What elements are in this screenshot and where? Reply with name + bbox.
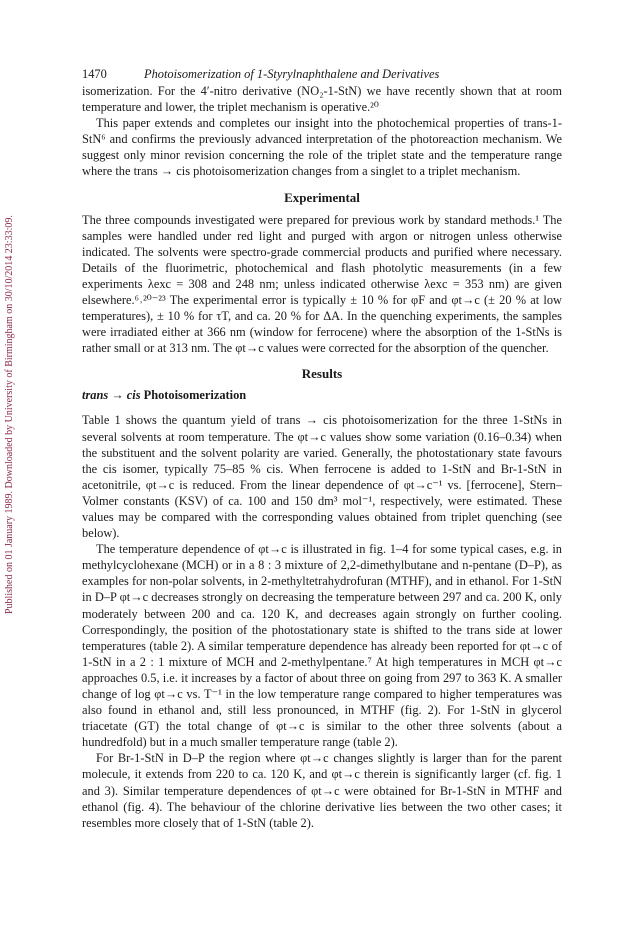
- download-notice-sidebar: Published on 01 January 1989. Downloaded by University of Birmingham on 30/10/2014 23:33:09.: [4, 215, 15, 615]
- running-title: Photoisomerization of 1-Styrylnaphthalene and Derivatives: [144, 67, 440, 81]
- page-number: 1470: [82, 67, 107, 81]
- subheading-rest: Photoisomerization: [143, 388, 247, 403]
- results-heading: Results: [301, 366, 343, 382]
- intro-paragraph-2: This paper extends and completes our insight into the photochemical properties of trans-1-StN⁶ and confirms the previously advanced interpretation of the photoreaction mechanism. We suggest only minor revision concerning the role of the triplet state and the temperature range where the trans → cis photoisomerization changes from a singlet to a triplet mechanism.: [82, 116, 562, 179]
- article-body: [82, 83, 562, 831]
- subheading-italic-part: trans → cis: [82, 388, 141, 403]
- results-paragraph-2: The temperature dependence of φt→c is illustrated in fig. 1–4 for some typical cases, e.g. in methylcyclohexane (MCH) or in a 8 : 3 mixture of 2,2-dimethylbutane and n-pentane (D–P), as examples for non-polar solvents, in 2-methyltetrahydrofuran (MTHF), and in ethanol. For 1-StN in D–P φt→c decreases strongly on decreasing the temperature between 297 and ca. 200 K, only moderately between 200 and ca. 120 K, and decreases again strongly on further cooling. Correspondingly, the position of the photostationary state is shifted to the trans side at lower temperatures (table 2). A similar temperature dependence has already been reported for φt→c of 1-StN in a 2 : 1 mixture of MCH and 2-methylpentane.⁷ At high temperatures in MCH φt→c approaches 0.5, i.e. it increases by a factor of about three on going from 297 to 363 K. A smaller change of log φt→c vs. T⁻¹ in the low temperature range compared to higher temperatures was also found in ethanol and, still less pronounced, in MTHF (fig. 2). For 1-StN in glycerol triacetate (GT) the total change of φt→c is similar to the other three solvents (about a hundredfold) but in a much smaller temperature range (table 2).: [82, 542, 562, 750]
- results-subheading: [82, 388, 562, 403]
- experimental-heading: Experimental: [284, 189, 360, 205]
- experimental-paragraph: The three compounds investigated were prepared for previous work by standard methods.¹ The samples were handled under red light and purged with argon or nitrogen unless otherwise indicated. The solvents were spectro-grade commercial products and purified where necessary. Details of the fluorimetric, photochemical and flash photolytic measurements (in a few experiments λexc = 308 and 248 nm; unless indicated otherwise λexc = 353 nm) are given elsewhere.⁶˒²⁰⁻²³ The experimental error is typically ± 10 % for φF and φt→c (± 20 % at low temperatures), ± 10 % for τT, and ca. 20 % for ΔA. In the quenching experiments, the samples were irradiated either at 366 nm (window for ferrocene) where the absorption of the 1-StNs is rather small or at 313 nm. The φt→c values were corrected for the absorption of the quencher.: [82, 212, 562, 356]
- running-header: [82, 67, 562, 83]
- results-paragraph-3: For Br-1-StN in D–P the region where φt→c changes slightly is larger than for the parent molecule, it extends from 220 to ca. 120 K, and φt→c therein is significantly larger (cf. fig. 1 and 3). Similar temperature dependences of φt→c were obtained for Br-1-StN in MTHF and ethanol (fig. 4). The behaviour of the chlorine derivative lies between the two other cases; it resembles more closely that of 1-StN (table 2).: [82, 751, 562, 830]
- results-paragraph-1: Table 1 shows the quantum yield of trans → cis photoisomerization for the three 1-StNs in several solvents at room temperature. The φt→c values show some variation (0.16–0.34) when the substituent and the solvent polarity are varied. Generally, the photostationary state favours the cis isomer, typically 75–85 % cis. When ferrocene is added to 1-StN and Br-1-StN in acetonitrile, φt→c is reduced. From the linear dependence of φt→c⁻¹ vs. [ferrocene], Stern–Volmer constants (KSV) of ca. 100 and 150 dm³ mol⁻¹, respectively, were estimated. These values may be compared with the corresponding values obtained from triplet quenching (see below).: [82, 413, 562, 541]
- intro-paragraph-1: isomerization. For the 4′-nitro derivative (NO₂-1-StN) we have recently shown that at room temperature and lower, the triplet mechanism is operative.²⁰: [82, 84, 562, 115]
- page: [82, 67, 562, 831]
